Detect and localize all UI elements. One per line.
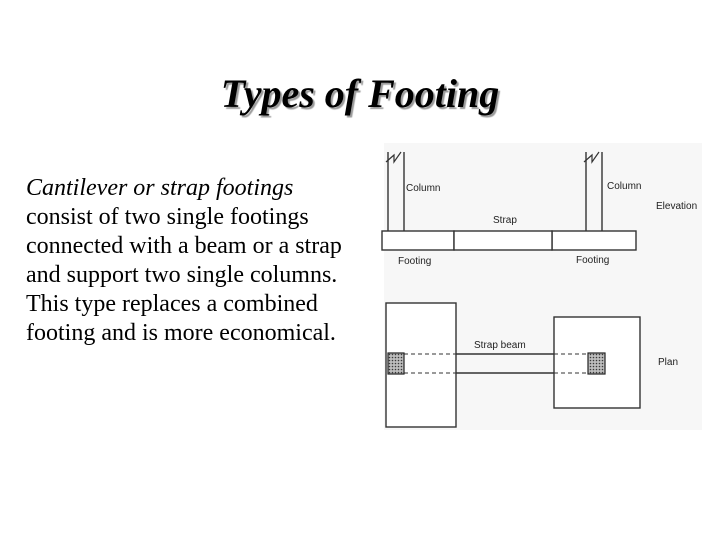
footing-left <box>382 231 454 250</box>
column-left-plan <box>388 353 404 374</box>
body-lead-text: Cantilever or strap footings <box>26 175 294 201</box>
label-plan: Plan <box>658 357 679 368</box>
label-column-left: Column <box>406 183 441 194</box>
label-footing-right: Footing <box>576 255 610 266</box>
strap-footing-diagram <box>370 140 702 430</box>
label-column-right: Column <box>607 181 642 192</box>
footing-right <box>552 231 636 250</box>
strap-footing-figure <box>370 140 702 430</box>
label-footing-left: Footing <box>398 256 432 267</box>
label-elevation: Elevation <box>656 201 698 212</box>
label-strap: Strap <box>493 215 517 226</box>
slide-body-text <box>26 174 371 348</box>
slide-title: Types of Footing <box>220 71 500 116</box>
strap-elevation <box>454 231 552 250</box>
column-right-plan <box>588 353 605 374</box>
body-description-text: consist of two single footings connected with a beam or a strap and support two single columns. This type replaces a combined footing and is more economical. <box>26 204 342 346</box>
label-strap-beam: Strap beam <box>474 340 526 351</box>
